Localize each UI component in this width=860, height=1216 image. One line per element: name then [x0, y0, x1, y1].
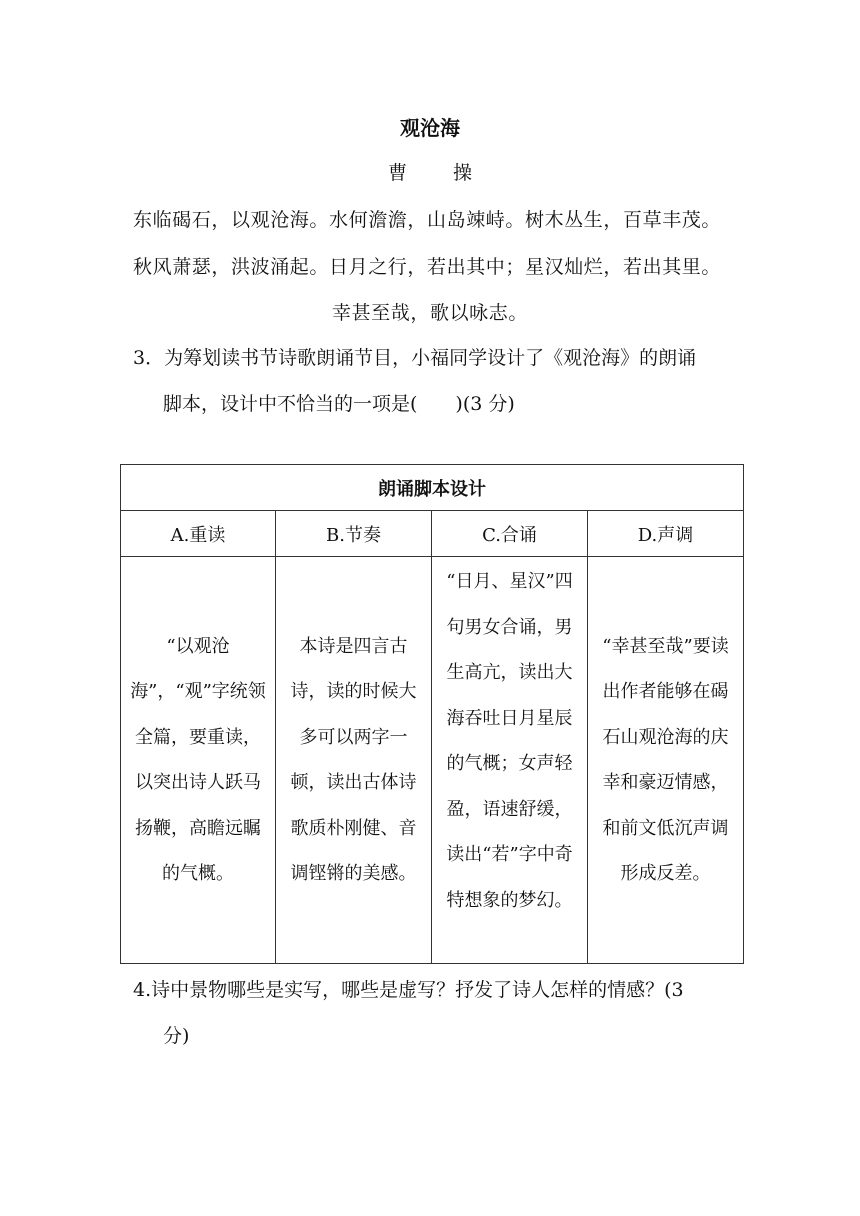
option-c-label: C.合诵	[432, 511, 588, 557]
option-a-label: A.重读	[121, 511, 276, 557]
question-4-line-1: 4.诗中景物哪些是实写，哪些是虚写？抒发了诗人怎样的情感？(3	[133, 979, 684, 1001]
option-a-content: “以观沧海”，“观”字统领全篇，要重读，以突出诗人跃马扬鞭，高瞻远瞩的气概。	[121, 557, 276, 964]
poem-author-text: 曹 操	[387, 162, 493, 184]
poem-line-3: 幸甚至哉，歌以咏志。	[331, 302, 528, 324]
question-3-line-2: 脚本，设计中不恰当的一项是( )(3 分)	[163, 393, 515, 415]
table-header: 朗诵脚本设计	[121, 465, 744, 511]
option-d-content: “幸甚至哉”要读出作者能够在碣石山观沧海的庆幸和豪迈情感，和前文低沉声调形成反差。	[588, 557, 744, 964]
poem-author	[0, 158, 860, 185]
option-d-label: D.声调	[588, 511, 744, 557]
option-b-label: B.节奏	[276, 511, 432, 557]
option-b-content: 本诗是四言古诗，读的时候大多可以两字一顿，读出古体诗歌质朴刚健、音调铿锵的美感。	[276, 557, 432, 964]
question-3-line-1: 3．为筹划读书节诗歌朗诵节目，小福同学设计了《观沧海》的朗诵	[133, 347, 697, 369]
question-4-line-2: 分)	[163, 1025, 190, 1047]
poem-line-2: 秋风萧瑟，洪波涌起。日月之行，若出其中；星汉灿烂，若出其里。	[133, 256, 722, 278]
poem-title: 观沧海	[400, 116, 460, 140]
option-c-content: “日月、星汉”四句男女合诵，男生高亢，读出大海吞吐日月星辰的气概；女声轻盈，语速舒缓，读出“若”字中奇特想象的梦幻。	[432, 557, 588, 964]
poem-line-1: 东临碣石，以观沧海。水何澹澹，山岛竦峙。树木丛生，百草丰茂。	[133, 209, 722, 231]
recitation-script-table	[120, 464, 744, 964]
